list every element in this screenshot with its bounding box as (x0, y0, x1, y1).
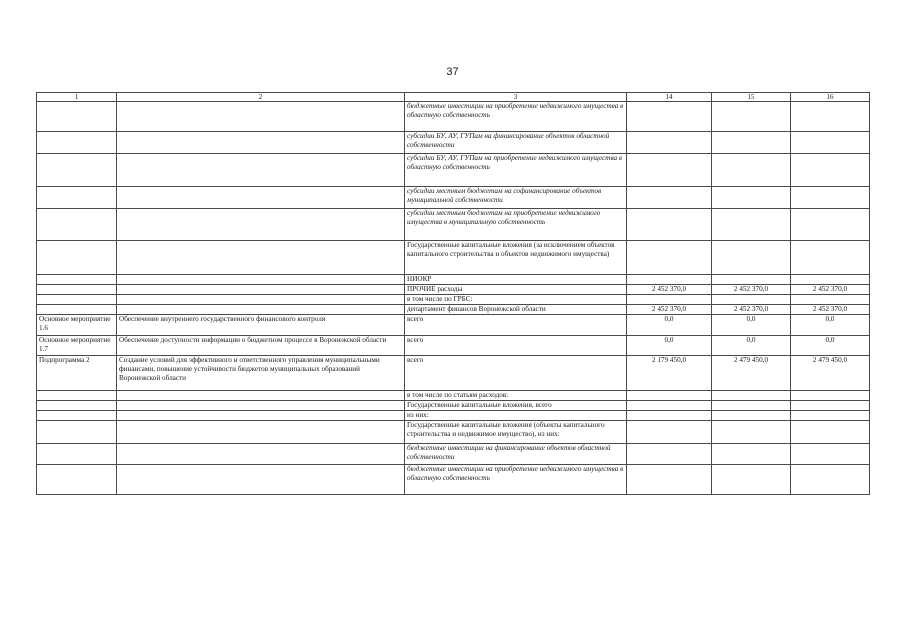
page-number: 37 (446, 66, 459, 78)
row-description-cell (117, 187, 405, 209)
value-cell (712, 187, 791, 209)
value-cell: 0,0 (791, 336, 870, 356)
budget-table (36, 92, 870, 495)
expense-item-cell: Государственные капитальные вложения (за исключением объектов капитального строительства и объектов недвижимого имущества) (405, 241, 627, 275)
value-cell (712, 444, 791, 465)
value-cell: 0,0 (627, 336, 712, 356)
expense-item-cell: Государственные капитальные вложения, всего (405, 401, 627, 411)
value-cell (791, 241, 870, 275)
table-row (37, 336, 870, 356)
column-header: 1 (37, 93, 117, 102)
value-cell: 2 179 450,0 (627, 356, 712, 391)
value-cell (627, 295, 712, 305)
table-row (37, 285, 870, 295)
value-cell: 2 452 370,0 (791, 285, 870, 295)
table-body (37, 102, 870, 495)
row-label-cell (37, 285, 117, 295)
table-row (37, 356, 870, 391)
value-cell: 2 452 370,0 (712, 285, 791, 295)
row-label-cell (37, 391, 117, 401)
value-cell (791, 102, 870, 132)
row-label-cell (37, 465, 117, 495)
column-header: 16 (791, 93, 870, 102)
expense-item-cell: в том числе по ГРБС: (405, 295, 627, 305)
expense-item-cell: субсидии местным бюджетам на приобретение недвижимого имущества в муниципальную собственность (405, 209, 627, 241)
expense-item-cell: из них: (405, 411, 627, 421)
value-cell (627, 391, 712, 401)
value-cell (791, 444, 870, 465)
table-row (37, 275, 870, 285)
value-cell (627, 132, 712, 154)
row-label-cell (37, 421, 117, 444)
value-cell (627, 421, 712, 444)
value-cell (712, 275, 791, 285)
row-label-cell (37, 401, 117, 411)
column-header: 15 (712, 93, 791, 102)
value-cell (712, 132, 791, 154)
row-label-cell (37, 305, 117, 315)
expense-item-cell: ПРОЧИЕ расходы (405, 285, 627, 295)
row-description-cell (117, 305, 405, 315)
row-description-cell (117, 444, 405, 465)
table-row (37, 401, 870, 411)
row-description-cell (117, 241, 405, 275)
value-cell (791, 411, 870, 421)
table-row (37, 315, 870, 336)
table-row (37, 421, 870, 444)
row-description-cell (117, 411, 405, 421)
column-header: 14 (627, 93, 712, 102)
row-description-cell (117, 209, 405, 241)
row-label-cell (37, 102, 117, 132)
expense-item-cell: всего (405, 356, 627, 391)
row-description-cell: Создание условий для эффективного и ответственного управления муниципальными финансами, повышение устойчивости бюджетов муниципальных образований Воронежской области (117, 356, 405, 391)
column-header: 2 (117, 93, 405, 102)
row-label-cell: Подпрограмма 2 (37, 356, 117, 391)
expense-item-cell: субсидии местным бюджетам на софинансирование объектов муниципальной собственности (405, 187, 627, 209)
table-row (37, 241, 870, 275)
value-cell (627, 444, 712, 465)
table-row (37, 391, 870, 401)
row-description-cell (117, 295, 405, 305)
value-cell (627, 187, 712, 209)
expense-item-cell: НИОКР (405, 275, 627, 285)
row-description-cell (117, 132, 405, 154)
table-row (37, 187, 870, 209)
expense-item-cell: бюджетные инвестиции на финансирование объектов областной собственности (405, 444, 627, 465)
row-label-cell (37, 209, 117, 241)
value-cell (712, 411, 791, 421)
value-cell: 2 452 370,0 (712, 305, 791, 315)
value-cell (712, 209, 791, 241)
value-cell (712, 421, 791, 444)
expense-item-cell: субсидии БУ, АУ, ГУПам на финансирование объектов областной собственности (405, 132, 627, 154)
table-row (37, 411, 870, 421)
table-row (37, 154, 870, 187)
value-cell (791, 391, 870, 401)
row-description-cell (117, 421, 405, 444)
row-label-cell (37, 132, 117, 154)
expense-item-cell: Государственные капитальные вложения (объекты капитального строительства и недвижимое имущество), из них: (405, 421, 627, 444)
value-cell (627, 209, 712, 241)
expense-item-cell: департамент финансов Воронежской области (405, 305, 627, 315)
table-row (37, 132, 870, 154)
value-cell (791, 295, 870, 305)
row-label-cell: Основное мероприятие 1.6 (37, 315, 117, 336)
row-label-cell (37, 411, 117, 421)
expense-item-cell: всего (405, 315, 627, 336)
value-cell (791, 401, 870, 411)
table-row (37, 295, 870, 305)
row-description-cell (117, 285, 405, 295)
value-cell: 2 452 370,0 (791, 305, 870, 315)
value-cell (712, 102, 791, 132)
table-row (37, 102, 870, 132)
row-description-cell (117, 465, 405, 495)
row-label-cell (37, 295, 117, 305)
table-row (37, 209, 870, 241)
value-cell (791, 421, 870, 444)
value-cell (712, 401, 791, 411)
value-cell (791, 154, 870, 187)
expense-item-cell: бюджетные инвестиции на приобретение недвижимого имущества в областную собственность (405, 465, 627, 495)
value-cell: 2 452 370,0 (627, 305, 712, 315)
row-label-cell (37, 241, 117, 275)
expense-item-cell: в том числе по статьям расходов: (405, 391, 627, 401)
table-row (37, 465, 870, 495)
value-cell: 0,0 (791, 315, 870, 336)
value-cell (627, 275, 712, 285)
value-cell: 0,0 (712, 315, 791, 336)
value-cell (627, 154, 712, 187)
value-cell (627, 401, 712, 411)
expense-item-cell: бюджетные инвестиции на приобретение недвижимого имущества в областную собственность (405, 102, 627, 132)
table-row (37, 444, 870, 465)
row-label-cell: Основное мероприятие 1.7 (37, 336, 117, 356)
value-cell: 2 479 450,0 (712, 356, 791, 391)
value-cell (712, 241, 791, 275)
table-row (37, 305, 870, 315)
value-cell (791, 465, 870, 495)
value-cell (627, 411, 712, 421)
value-cell (791, 209, 870, 241)
table-header-row (37, 93, 870, 102)
value-cell (712, 465, 791, 495)
row-description-cell (117, 391, 405, 401)
row-description-cell (117, 102, 405, 132)
value-cell (791, 187, 870, 209)
value-cell (712, 154, 791, 187)
row-description-cell: Обеспечение доступности информации о бюджетном процессе в Воронежской области (117, 336, 405, 356)
value-cell: 0,0 (712, 336, 791, 356)
value-cell (791, 132, 870, 154)
row-label-cell (37, 187, 117, 209)
value-cell (712, 391, 791, 401)
value-cell: 2 479 450,0 (791, 356, 870, 391)
row-label-cell (37, 154, 117, 187)
value-cell: 2 452 370,0 (627, 285, 712, 295)
value-cell (791, 275, 870, 285)
value-cell (627, 241, 712, 275)
row-description-cell (117, 154, 405, 187)
column-header: 3 (405, 93, 627, 102)
value-cell (627, 465, 712, 495)
row-label-cell (37, 275, 117, 285)
row-description-cell (117, 275, 405, 285)
value-cell: 0,0 (627, 315, 712, 336)
value-cell (712, 295, 791, 305)
value-cell (627, 102, 712, 132)
row-label-cell (37, 444, 117, 465)
expense-item-cell: субсидии БУ, АУ, ГУПам на приобретение недвижимого имущества в областную собственность (405, 154, 627, 187)
row-description-cell: Обеспечение внутреннего государственного финансового контроля (117, 315, 405, 336)
expense-item-cell: всего (405, 336, 627, 356)
row-description-cell (117, 401, 405, 411)
